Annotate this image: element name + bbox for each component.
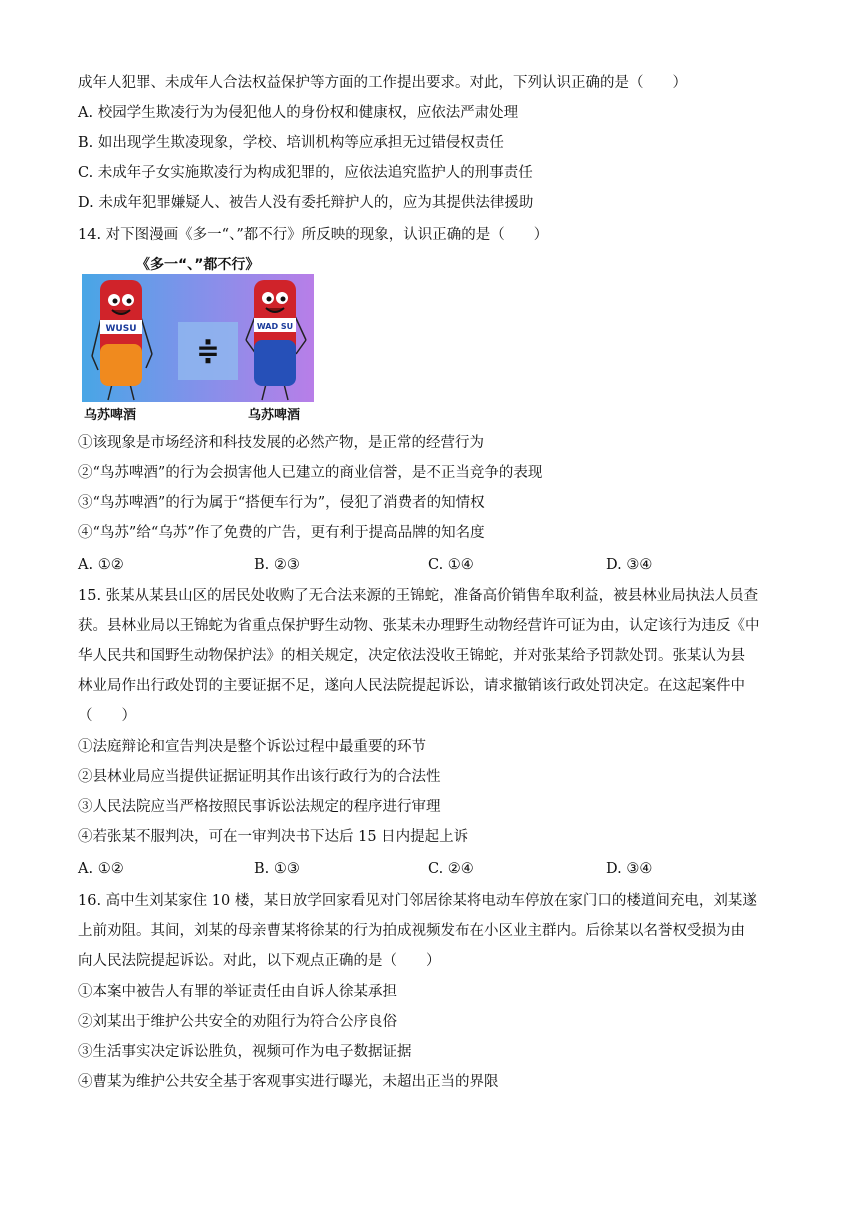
q15-choice-b: B. ①③ (254, 861, 300, 877)
q15-choice-a: A. ①② (78, 861, 124, 877)
q15-choice-d: D. ③④ (606, 861, 653, 877)
q14-statement-3: ③“鸟苏啤酒”的行为属于“搭便车行为”，侵犯了消费者的知情权 (78, 495, 485, 511)
q15-stem-line-1: 15. 张某从某县山区的居民处收购了无合法来源的王锦蛇，准备高价销售牟取利益，被县林业局执法人员查 (78, 588, 759, 604)
q14-statement-1: ①该现象是市场经济和科技发展的必然产物，是正常的经营行为 (78, 435, 484, 451)
q13-option-d: D. 未成年犯罪嫌疑人、被告人没有委托辩护人的，应为其提供法律援助 (78, 195, 534, 211)
q16-statement-2: ②刘某出于维护公共安全的劝阻行为符合公序良俗 (78, 1014, 397, 1030)
q14-statement-2: ②“鸟苏啤酒”的行为会损害他人已建立的商业信誉，是不正当竞争的表现 (78, 465, 543, 481)
q15-stem-line-3: 华人民共和国野生动物保护法》的相关规定，决定依法没收王锦蛇，并对张某给予罚款处罚。张某认为县 (78, 648, 745, 664)
q15-statement-1: ①法庭辩论和宣告判决是整个诉讼过程中最重要的环节 (78, 739, 426, 755)
q14-cartoon (82, 254, 314, 424)
right-beer-can-icon (246, 280, 306, 400)
q13-option-a: A. 校园学生欺凌行为为侵犯他人的身份权和健康权，应依法严肃处理 (78, 105, 519, 121)
q16-statement-4: ④曹某为维护公共安全基于客观事实进行曝光，未超出正当的界限 (78, 1074, 499, 1090)
q16-statement-3: ③生活事实决定诉讼胜负，视频可作为电子数据证据 (78, 1044, 412, 1060)
q13-option-c: C. 未成年子女实施欺凌行为构成犯罪的，应依法追究监护人的刑事责任 (78, 165, 533, 181)
approx-equal-sign: ≑ (196, 334, 220, 367)
q14-choice-a: A. ①② (78, 557, 124, 573)
q15-statement-4: ④若张某不服判决，可在一审判决书下达后 15 日内提起上诉 (78, 829, 469, 845)
q16-stem-line-3: 向人民法院提起诉讼。对此，以下观点正确的是（ ） (78, 953, 441, 969)
q15-statement-3: ③人民法院应当严格按照民事诉讼法规定的程序进行审理 (78, 799, 441, 815)
q14-statement-4: ④“鸟苏”给“乌苏”作了免费的广告，更有利于提高品牌的知名度 (78, 525, 485, 541)
cartoon-drawing (82, 274, 314, 402)
right-can-text: WAD SU (256, 322, 294, 331)
q14-choice-c: C. ①④ (428, 557, 474, 573)
q13-option-b: B. 如出现学生欺凌现象，学校、培训机构等应承担无过错侵权责任 (78, 135, 504, 151)
cartoon-panel (82, 274, 314, 402)
q16-stem-line-2: 上前劝阻。其间，刘某的母亲曹某将徐某的行为拍成视频发布在小区业主群内。后徐某以名誉权受损为由 (78, 923, 745, 939)
q14-choice-b: B. ②③ (254, 557, 300, 573)
q16-stem-line-1: 16. 高中生刘某家住 10 楼，某日放学回家看见对门邻居徐某将电动车停放在家门口的楼道间充电，刘某遂 (78, 893, 757, 909)
left-can-caption: 乌苏啤酒 (84, 408, 137, 423)
right-can-caption: 乌苏啤酒 (248, 408, 301, 423)
q15-stem-line-4: 林业局作出行政处罚的主要证据不足，遂向人民法院提起诉讼，请求撤销该行政处罚决定。在这起案件中 (78, 678, 745, 694)
q13-stem-tail: 成年人犯罪、未成年人合法权益保护等方面的工作提出要求。对此，下列认识正确的是（ ） (78, 75, 687, 91)
q15-stem-line-5: （ ） (78, 708, 136, 724)
q14-stem: 14. 对下图漫画《多一“、”都不行》所反映的现象，认识正确的是（ ） (78, 227, 549, 243)
q16-statement-1: ①本案中被告人有罪的举证责任由自诉人徐某承担 (78, 984, 397, 1000)
q15-statement-2: ②县林业局应当提供证据证明其作出该行政行为的合法性 (78, 769, 441, 785)
q14-choice-d: D. ③④ (606, 557, 653, 573)
cartoon-title: 《多一“、”都不行》 (136, 257, 260, 273)
q15-stem-line-2: 获。县林业局以王锦蛇为省重点保护野生动物、张某未办理野生动物经营许可证为由，认定该行为违反《中 (78, 618, 760, 634)
left-beer-can-icon (92, 280, 152, 400)
q15-choice-c: C. ②④ (428, 861, 474, 877)
left-can-text: WUSU (105, 324, 137, 334)
